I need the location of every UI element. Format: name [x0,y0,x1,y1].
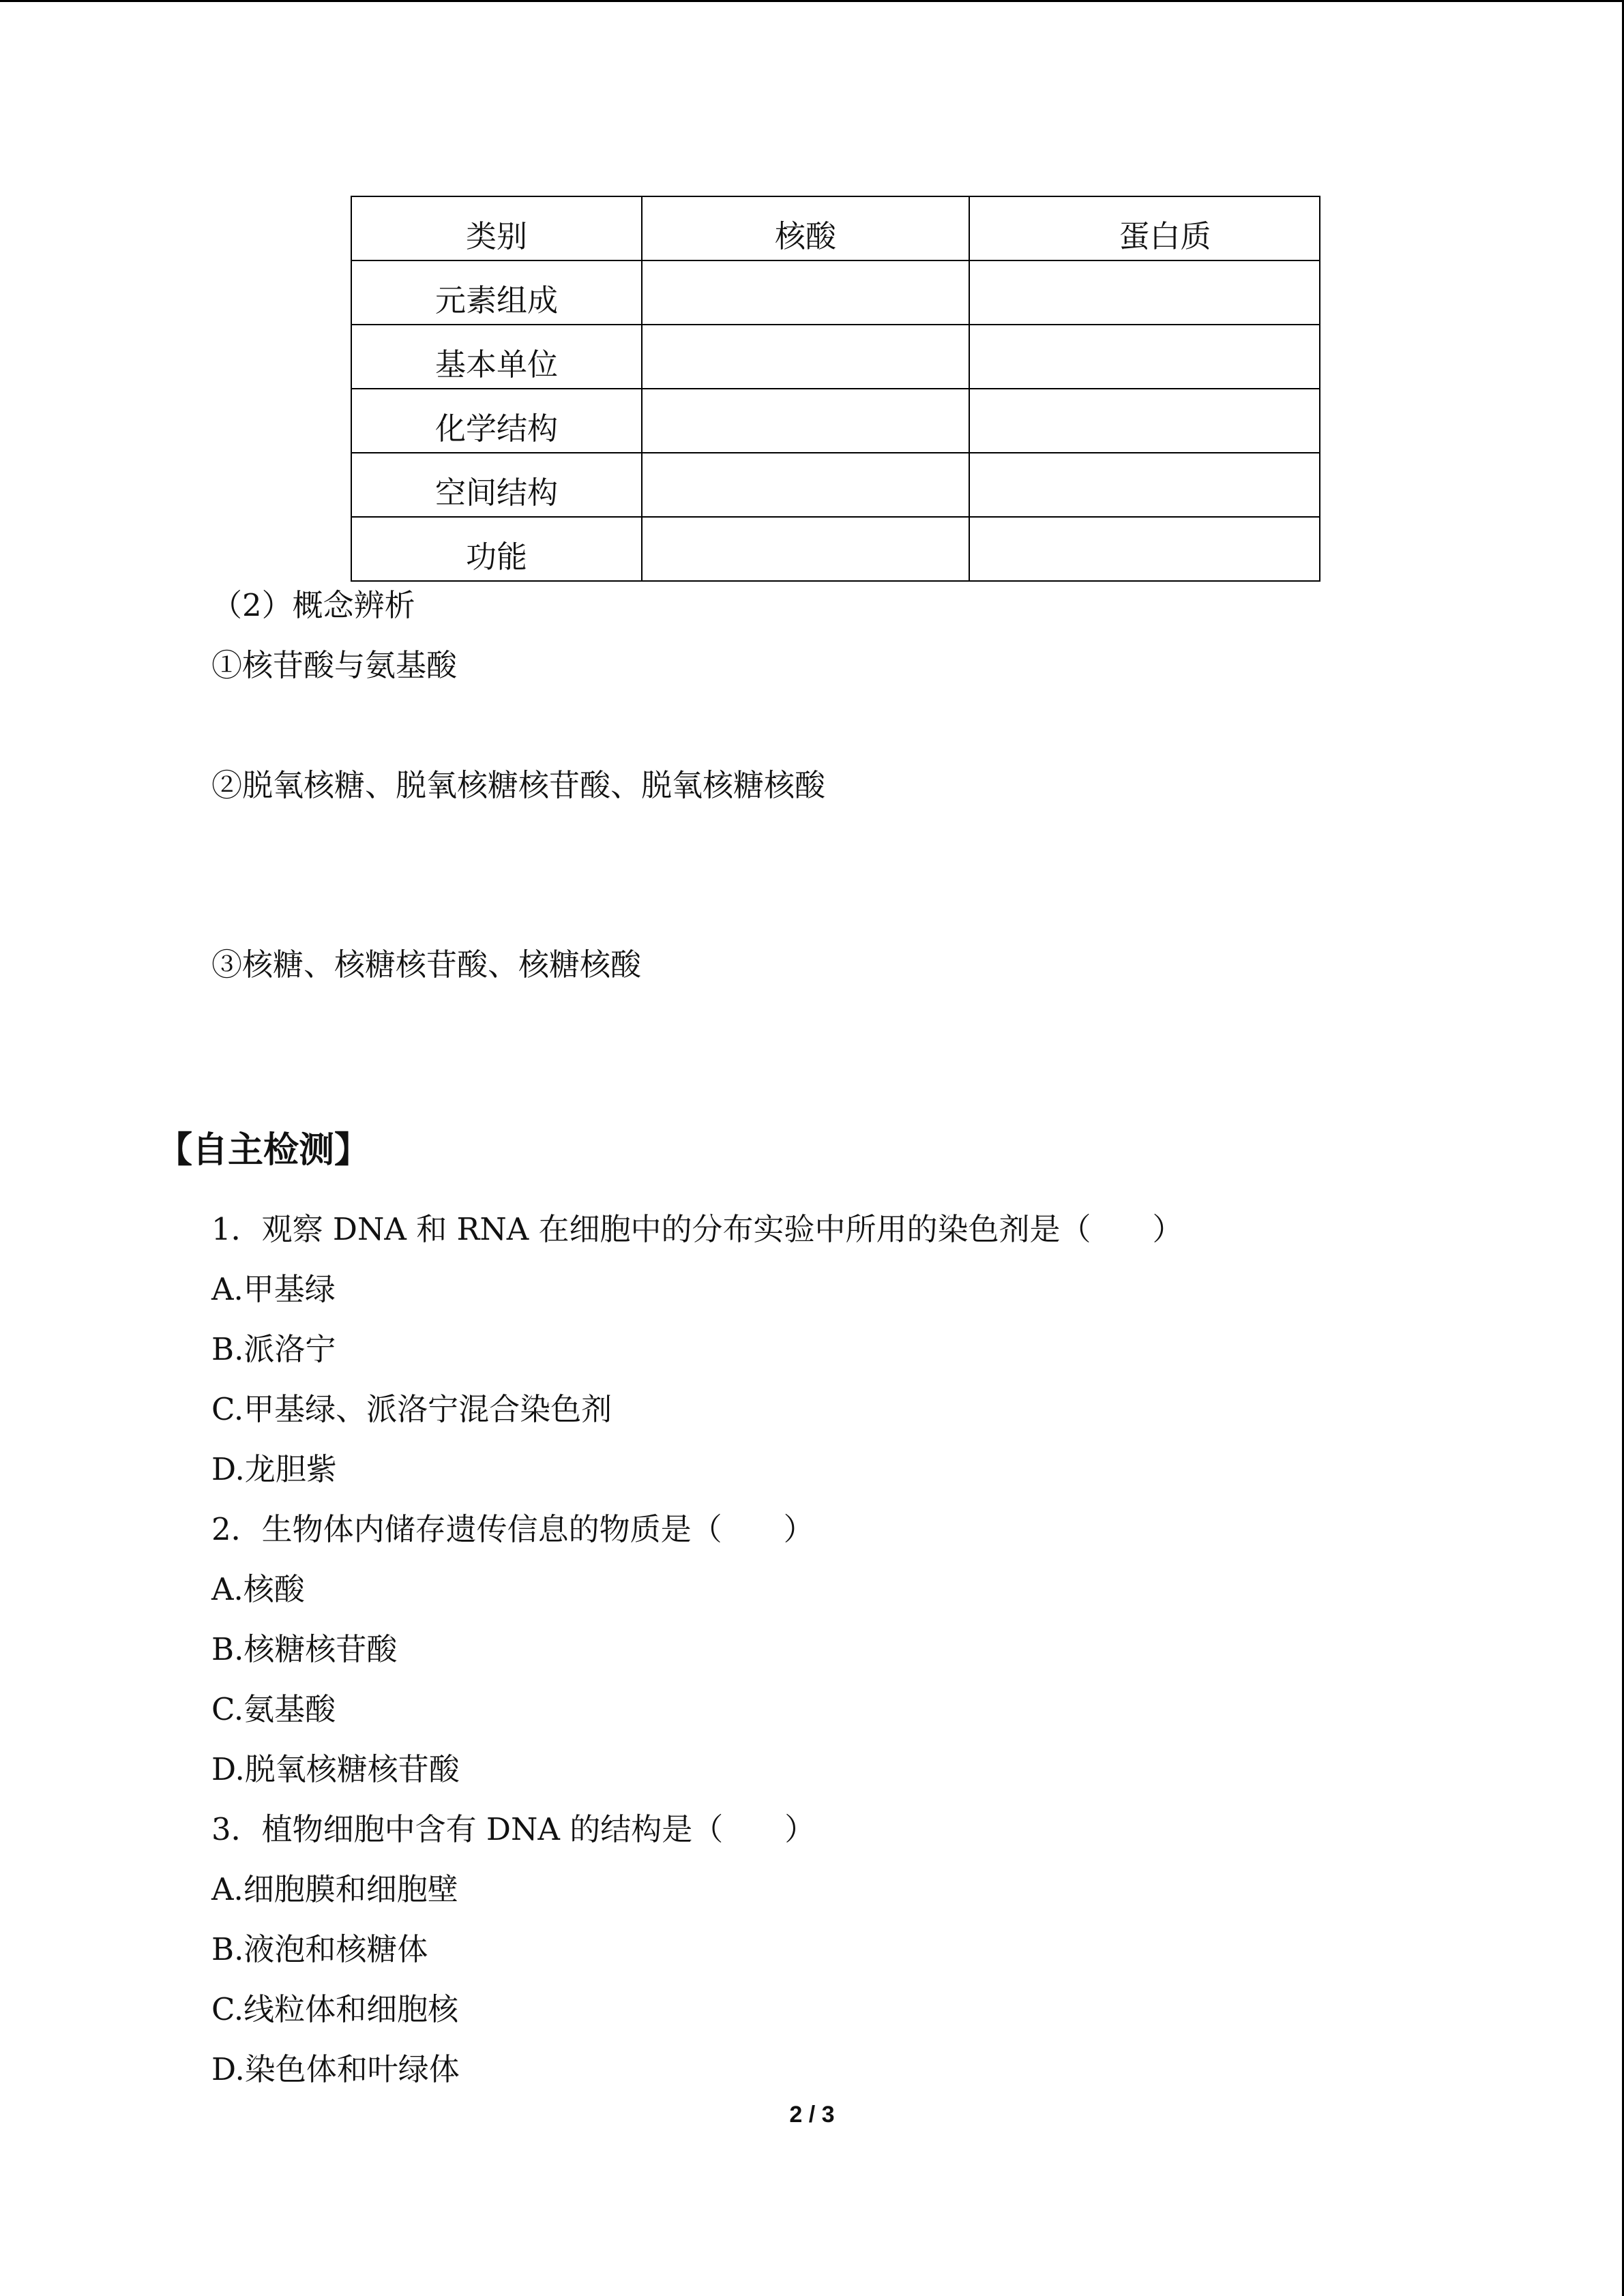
table-header-cell: 核酸 [642,196,969,260]
question-option: D.龙胆紫 [211,1451,337,1487]
question-option: D.脱氧核糖核苷酸 [211,1751,460,1787]
question-option: B.派洛宁 [211,1331,336,1367]
question-stem: 2．生物体内储存遗传信息的物质是（ ） [211,1511,814,1547]
table-header-cell: 类别 [351,196,642,260]
table-cell [969,389,1320,453]
table-row [351,325,1320,389]
question-stem: 1．观察 DNA 和 RNA 在细胞中的分布实验中所用的染色剂是（ ） [211,1211,1183,1247]
table-row [351,260,1320,325]
concept-item: ②脱氧核糖、脱氧核糖核苷酸、脱氧核糖核酸 [211,767,826,803]
table-row [351,453,1320,517]
question-option: A.甲基绿 [211,1271,336,1307]
comparison-table [351,196,1320,582]
table-header-row [351,196,1320,260]
table-cell [642,260,969,325]
table-row-label: 化学结构 [351,389,642,453]
table-cell [642,517,969,581]
question-option: C.线粒体和细胞核 [211,1991,459,2027]
table-row [351,517,1320,581]
table-row-label: 元素组成 [351,260,642,325]
table-cell [969,453,1320,517]
table-cell [642,453,969,517]
table-row-label: 空间结构 [351,453,642,517]
table-cell [642,389,969,453]
table-cell [969,325,1320,389]
table-cell [969,260,1320,325]
table-header-cell: 蛋白质 [969,196,1320,260]
table-cell [642,325,969,389]
question-option: C.甲基绿、派洛宁混合染色剂 [211,1391,612,1427]
concepts-heading: （2）概念辨析 [211,587,415,623]
page-number: 2 / 3 [789,2102,835,2128]
question-option: C.氨基酸 [211,1691,336,1727]
table-cell [969,517,1320,581]
table-row-label: 基本单位 [351,325,642,389]
table-row [351,389,1320,453]
concept-item: ③核糖、核糖核苷酸、核糖核酸 [211,946,642,983]
question-stem: 3．植物细胞中含有 DNA 的结构是（ ） [211,1811,816,1847]
concept-item: ①核苷酸与氨基酸 [211,647,458,683]
question-option: A.核酸 [211,1571,305,1607]
table-row-label: 功能 [351,517,642,581]
question-option: D.染色体和叶绿体 [211,2051,460,2087]
section-heading: 【自主检测】 [157,1130,370,1171]
question-option: A.细胞膜和细胞壁 [211,1871,458,1907]
question-option: B.核糖核苷酸 [211,1631,398,1667]
question-option: B.液泡和核糖体 [211,1931,428,1967]
top-border [0,0,1624,2]
